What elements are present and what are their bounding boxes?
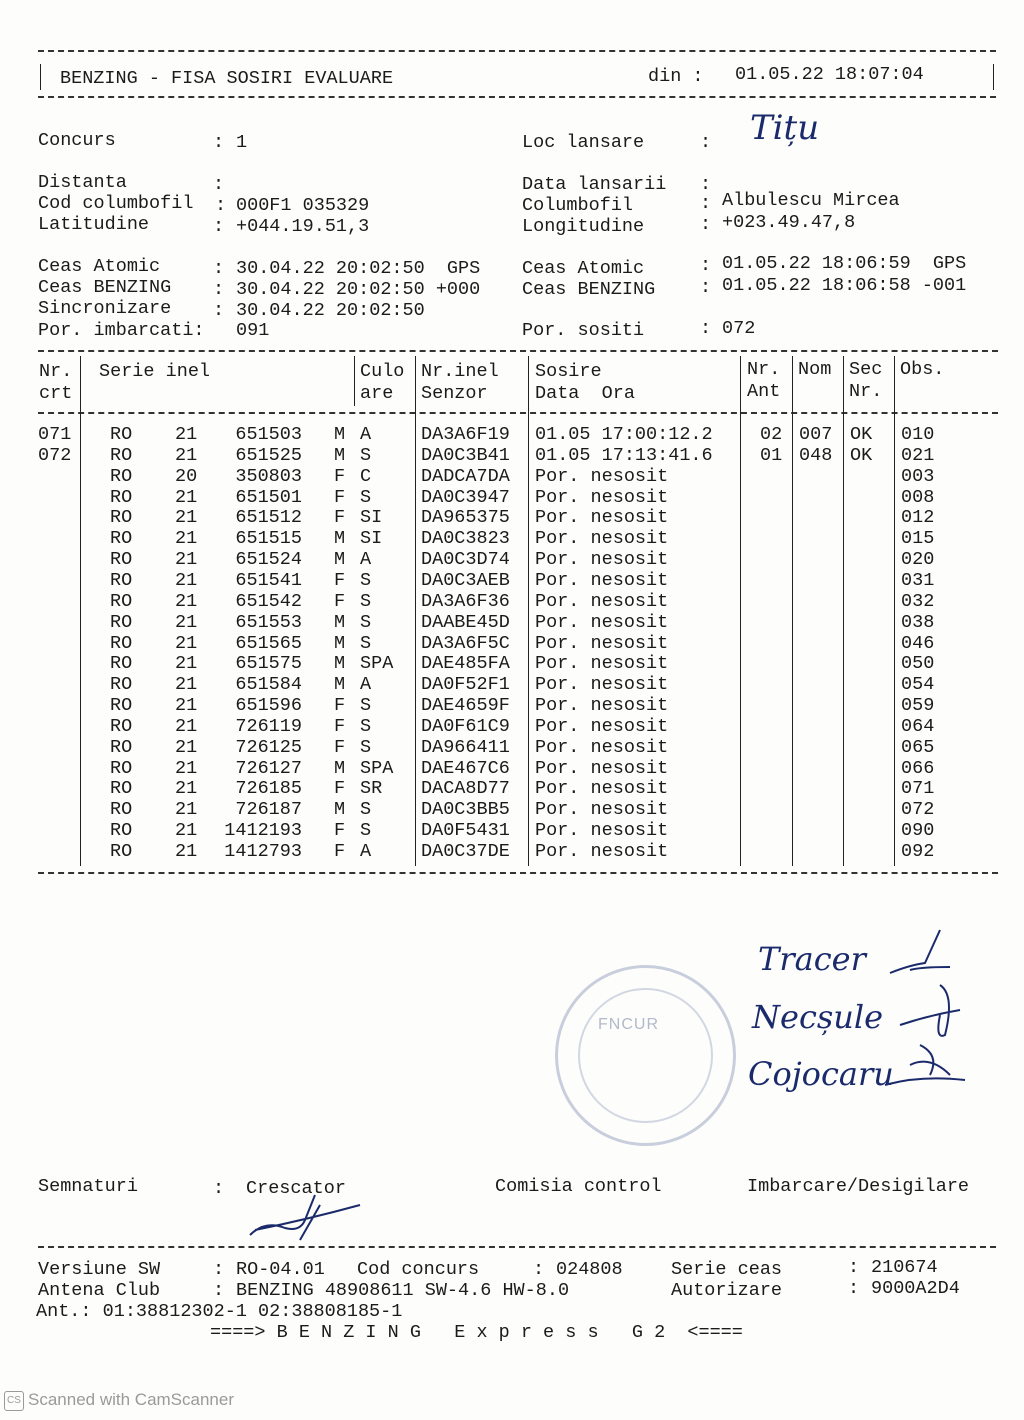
cell-sosire: Por. nesosit [535, 465, 669, 487]
cell-sex: M [334, 653, 346, 675]
camscanner-label: Scanned with CamScanner [28, 1390, 235, 1409]
cell-cul: S [360, 715, 372, 737]
cell-senzor: DA0F5431 [421, 820, 510, 842]
cell-sosire: Por. nesosit [535, 757, 669, 779]
loc-lansare-colon: : [700, 132, 712, 153]
cell-sosire: Por. nesosit [535, 569, 669, 591]
cell-senzor: DA3A6F5C [421, 632, 510, 654]
cell-cul: S [360, 444, 372, 466]
cell-sex: M [334, 632, 346, 654]
cell-tara: RO [110, 549, 133, 571]
latitudine-value: +044.19.51,3 [236, 216, 370, 237]
cell-senzor: DA965375 [421, 507, 510, 529]
cell-tara: RO [110, 715, 133, 737]
sincronizare-label: Sincronizare [38, 298, 172, 319]
columbofil-value: Albulescu Mircea [722, 190, 900, 211]
cell-nr: 651512 [235, 507, 302, 529]
cell-sex: F [334, 841, 346, 862]
cell-sosire: Por. nesosit [535, 611, 669, 633]
cell-senzor: DA0C3823 [421, 528, 510, 550]
cell-cul: S [360, 611, 372, 633]
cell-tara: RO [110, 569, 133, 591]
cell-sosire: Por. nesosit [535, 674, 669, 696]
header-serie-inel: Serie inel [99, 361, 211, 382]
benzing-express-banner: ====> B E N Z I N G E x p r e s s G 2 <==== [210, 1322, 743, 1343]
sincronizare-colon: : [213, 300, 225, 321]
table-row [0, 507, 1024, 528]
ceas-atomic-left-value: 30.04.22 20:02:50 GPS [236, 258, 481, 279]
cell-cul: A [360, 549, 372, 571]
cell-senzor: DA0C3AEB [421, 569, 510, 591]
cell-senzor: DAE485FA [421, 653, 510, 675]
serie-ceas-colon: : [848, 1257, 860, 1278]
cell-senzor: DA0C3B41 [421, 444, 510, 466]
cell-sosire: Por. nesosit [535, 632, 669, 654]
cell-nr: 726187 [235, 799, 302, 821]
header-senzor: Senzor [421, 383, 488, 404]
table-row [0, 799, 1024, 820]
ceas-atomic-left-colon: : [213, 258, 225, 279]
cell-senzor: DA0C3BB5 [421, 799, 510, 821]
cell-nr: 651542 [235, 590, 302, 612]
table-row [0, 591, 1024, 612]
cell-ant: 02 [760, 424, 783, 445]
cell-tara: RO [110, 424, 133, 445]
table-row [0, 570, 1024, 591]
cell-tara: RO [110, 778, 133, 800]
cell-nr: 726119 [235, 715, 302, 737]
cell-obs: 092 [901, 841, 935, 862]
concurs-colon: : [213, 132, 225, 153]
header-nr-inel: Nr.inel [421, 361, 499, 382]
versiune-sw-value: RO-04.01 [236, 1259, 325, 1280]
cell-an: 21 [175, 841, 198, 862]
cell-nr: 726125 [235, 736, 302, 758]
cell-cul: A [360, 674, 372, 696]
cell-sex: F [334, 695, 346, 717]
cod-columbofil-colon: : [215, 195, 227, 216]
cell-senzor: DAE4659F [421, 695, 510, 717]
cell-an: 20 [175, 465, 198, 487]
cell-tara: RO [110, 465, 133, 487]
concurs-value: 1 [236, 132, 248, 153]
cell-cul: S [360, 799, 372, 821]
cell-obs: 031 [901, 569, 935, 591]
cell-an: 21 [175, 736, 198, 758]
ceas-benzing-left-value: 30.04.22 20:02:50 +000 [236, 279, 481, 300]
table-row [0, 466, 1024, 487]
cell-nr: 350803 [235, 465, 302, 487]
table-row [0, 820, 1024, 841]
cell-obs: 065 [901, 736, 935, 758]
header-nom: Nom [798, 359, 832, 380]
ceas-atomic-right-colon: : [700, 255, 712, 276]
cell-nr: 651501 [235, 486, 302, 508]
longitudine-colon: : [700, 214, 712, 235]
cell-sosire: Por. nesosit [535, 799, 669, 821]
cell-sex: M [334, 611, 346, 633]
cell-cul: S [360, 486, 372, 508]
cell-nr: 651541 [235, 569, 302, 591]
club-stamp-inner-ring [578, 988, 713, 1123]
versiune-sw-colon: : [213, 1259, 225, 1280]
cell-senzor: DA0C3947 [421, 486, 510, 508]
cell-tara: RO [110, 528, 133, 550]
antena-club-value: BENZING 48908611 SW-4.6 HW-8.0 [236, 1280, 570, 1301]
cell-senzor: DA0F52F1 [421, 674, 510, 696]
cell-sex: F [334, 736, 346, 758]
header-nr-ant-2: Ant [747, 381, 781, 402]
cell-an: 21 [175, 799, 198, 821]
cell-sex: M [334, 799, 346, 821]
cell-crt: 071 [38, 424, 72, 445]
cell-cul: S [360, 736, 372, 758]
semnaturi-colon: : [213, 1178, 225, 1199]
cell-crt: 072 [38, 444, 72, 466]
cell-sec: OK [850, 444, 873, 466]
crescator-label: Crescator [246, 1178, 346, 1199]
cell-nr: 651565 [235, 632, 302, 654]
cell-obs: 046 [901, 632, 935, 654]
por-imbarcati-label: Por. imbarcati: [38, 320, 205, 341]
cell-obs: 059 [901, 695, 935, 717]
cell-cul: SI [360, 507, 383, 529]
cell-senzor: DA3A6F36 [421, 590, 510, 612]
cell-cul: S [360, 590, 372, 612]
cell-sosire: Por. nesosit [535, 549, 669, 571]
latitudine-label: Latitudine [38, 214, 150, 235]
cell-nr: 651575 [235, 653, 302, 675]
cell-tara: RO [110, 507, 133, 529]
cell-an: 21 [175, 569, 198, 591]
table-row [0, 841, 1024, 862]
cell-an: 21 [175, 820, 198, 842]
header-sec-1: Sec [849, 359, 883, 380]
cell-an: 21 [175, 528, 198, 550]
antena-club-label: Antena Club [38, 1280, 161, 1301]
cell-sosire: Por. nesosit [535, 778, 669, 800]
cell-senzor: DAABE45D [421, 611, 510, 633]
concurs-label: Concurs [38, 130, 116, 151]
cell-an: 21 [175, 674, 198, 696]
cell-tara: RO [110, 444, 133, 466]
table-row [0, 633, 1024, 654]
serie-ceas-label: Serie ceas [671, 1259, 783, 1280]
cell-ant: 01 [760, 444, 783, 466]
document-title: BENZING - FISA SOSIRI EVALUARE [60, 68, 394, 89]
cell-obs: 021 [901, 444, 935, 466]
autorizare-colon: : [848, 1278, 860, 1299]
cell-sex: M [334, 424, 346, 445]
cell-tara: RO [110, 632, 133, 654]
comisia-control-label: Comisia control [495, 1176, 662, 1197]
cell-sex: F [334, 778, 346, 800]
cell-cul: S [360, 820, 372, 842]
cell-tara: RO [110, 653, 133, 675]
serie-ceas-value: 210674 [871, 1257, 938, 1278]
header-left-border [40, 64, 41, 90]
versiune-sw-label: Versiune SW [38, 1259, 161, 1280]
cell-an: 21 [175, 424, 198, 445]
por-sositi-value: 072 [722, 318, 756, 339]
cell-sex: F [334, 569, 346, 591]
camscanner-icon: CS [4, 1391, 24, 1411]
table-row [0, 549, 1024, 570]
cell-obs: 066 [901, 757, 935, 779]
cell-tara: RO [110, 674, 133, 696]
cell-sosire: Por. nesosit [535, 653, 669, 675]
cell-obs: 012 [901, 507, 935, 529]
footer-border [38, 1246, 996, 1248]
cell-obs: 003 [901, 465, 935, 487]
ceas-benzing-right-colon: : [700, 277, 712, 298]
cell-nr: 651525 [235, 444, 302, 466]
cell-sosire: Por. nesosit [535, 590, 669, 612]
ceas-atomic-left-label: Ceas Atomic [38, 256, 161, 277]
cell-nr: 651524 [235, 549, 302, 571]
cod-concurs-colon: : [533, 1259, 545, 1280]
cell-obs: 010 [901, 424, 935, 445]
cell-obs: 050 [901, 653, 935, 675]
cell-tara: RO [110, 820, 133, 842]
ceas-benzing-left-colon: : [213, 279, 225, 300]
latitudine-colon: : [213, 216, 225, 237]
cell-senzor: DA0C3D74 [421, 549, 510, 571]
cell-tara: RO [110, 611, 133, 633]
cell-nom: 048 [799, 444, 833, 466]
cell-tara: RO [110, 486, 133, 508]
cell-nr: 651553 [235, 611, 302, 633]
cell-tara: RO [110, 757, 133, 779]
antena-club-colon: : [213, 1280, 225, 1301]
cell-sosire: 01.05 17:00:12.2 [535, 424, 713, 445]
table-row [0, 674, 1024, 695]
cell-an: 21 [175, 778, 198, 800]
club-stamp [555, 965, 736, 1146]
longitudine-value: +023.49.47,8 [722, 212, 856, 233]
cell-cul: S [360, 695, 372, 717]
cell-sex: F [334, 590, 346, 612]
table-header-border [38, 412, 998, 414]
header-nr-ant-1: Nr. [747, 359, 781, 380]
data-lansarii-colon: : [700, 174, 712, 195]
club-stamp-text: FNCUR [598, 1016, 659, 1033]
antenna-codes: Ant.: 01:38812302-1 02:38808185-1 [36, 1301, 403, 1322]
cell-sex: F [334, 465, 346, 487]
header-sec-2: Nr. [849, 381, 883, 402]
header-nr-crt-1: Nr. [39, 361, 73, 382]
longitudine-label: Longitudine [522, 216, 645, 237]
autorizare-label: Autorizare [671, 1280, 783, 1301]
sincronizare-value: 30.04.22 20:02:50 [236, 300, 425, 321]
cell-sex: M [334, 757, 346, 779]
cell-senzor: DA0C37DE [421, 841, 510, 862]
header-sosire: Sosire [535, 361, 602, 382]
handwritten-name-2: Necșule [752, 998, 884, 1036]
cell-cul: SR [360, 778, 383, 800]
cell-sosire: Por. nesosit [535, 695, 669, 717]
table-row [0, 695, 1024, 716]
table-row [0, 487, 1024, 508]
por-imbarcati-value: 091 [236, 320, 270, 341]
columbofil-colon: : [700, 193, 712, 214]
crescator-signature [245, 1190, 370, 1250]
header-nr-crt-2: crt [39, 383, 73, 404]
cell-sec: OK [850, 424, 873, 445]
cell-nr: 651515 [235, 528, 302, 550]
autorizare-value: 9000A2D4 [871, 1278, 960, 1299]
ceas-atomic-right-value: 01.05.22 18:06:59 GPS [722, 253, 967, 274]
cell-obs: 054 [901, 674, 935, 696]
cell-obs: 064 [901, 715, 935, 737]
cod-columbofil-value: 000F1 035329 [236, 195, 370, 216]
por-sositi-label: Por. sositi [522, 320, 645, 341]
cell-cul: SPA [360, 757, 394, 779]
cell-sosire: Por. nesosit [535, 820, 669, 842]
cell-sex: F [334, 507, 346, 529]
cell-cul: S [360, 632, 372, 654]
cell-an: 21 [175, 715, 198, 737]
cell-senzor: DACA8D77 [421, 778, 510, 800]
cell-obs: 032 [901, 590, 935, 612]
ceas-benzing-right-value: 01.05.22 18:06:58 -001 [722, 275, 967, 296]
cell-sex: F [334, 486, 346, 508]
table-row [0, 612, 1024, 633]
handwritten-name-1: Tracer [758, 940, 866, 978]
cell-sex: M [334, 444, 346, 466]
din-label: din : [648, 66, 704, 87]
cell-senzor: DA3A6F19 [421, 424, 510, 445]
cell-cul: SI [360, 528, 383, 550]
table-row [0, 445, 1024, 466]
header-top-border [38, 50, 996, 52]
cell-an: 21 [175, 611, 198, 633]
cell-nr: 651503 [235, 424, 302, 445]
cell-an: 21 [175, 757, 198, 779]
header-data-ora: Data Ora [535, 383, 635, 404]
header-bottom-border [38, 96, 996, 98]
cod-concurs-label: Cod concurs [357, 1259, 480, 1280]
cod-columbofil-label: Cod columbofil [38, 193, 194, 214]
cell-cul: A [360, 424, 372, 445]
cell-sex: F [334, 820, 346, 842]
cell-tara: RO [110, 590, 133, 612]
cell-nr: 651596 [235, 695, 302, 717]
din-value: 01.05.22 18:07:04 [735, 64, 924, 85]
cell-cul: A [360, 841, 372, 862]
table-row [0, 737, 1024, 758]
por-sositi-colon: : [700, 318, 712, 339]
header-obs: Obs. [900, 359, 945, 380]
cell-obs: 020 [901, 549, 935, 571]
cell-sosire: Por. nesosit [535, 715, 669, 737]
cell-an: 21 [175, 653, 198, 675]
cell-nr: 726185 [235, 778, 302, 800]
cell-sosire: 01.05 17:13:41.6 [535, 444, 713, 466]
cell-an: 21 [175, 549, 198, 571]
cell-an: 21 [175, 444, 198, 466]
handwritten-signatures [880, 925, 970, 1095]
table-row [0, 528, 1024, 549]
table-top-border [38, 350, 998, 352]
header-culoare-1: Culo [360, 361, 405, 382]
cell-sex: M [334, 528, 346, 550]
table-bottom-border [38, 872, 998, 874]
cell-obs: 090 [901, 820, 935, 842]
cell-tara: RO [110, 841, 133, 862]
cell-an: 21 [175, 507, 198, 529]
columbofil-label: Columbofil [522, 195, 634, 216]
cell-sex: M [334, 549, 346, 571]
handwritten-name-3: Cojocaru [748, 1055, 894, 1093]
cell-cul: C [360, 465, 372, 487]
col-sep-2-header [354, 356, 355, 406]
cell-nr: 1412193 [224, 820, 302, 842]
cell-sosire: Por. nesosit [535, 736, 669, 758]
cell-an: 21 [175, 695, 198, 717]
header-right-border [993, 64, 994, 90]
cell-sex: F [334, 715, 346, 737]
cell-nr: 651584 [235, 674, 302, 696]
cell-senzor: DADCA7DA [421, 465, 510, 487]
cell-obs: 072 [901, 799, 935, 821]
cell-obs: 038 [901, 611, 935, 633]
distanta-colon: : [213, 174, 225, 195]
cod-concurs-value: 024808 [556, 1259, 623, 1280]
cell-tara: RO [110, 695, 133, 717]
cell-nom: 007 [799, 424, 833, 445]
cell-tara: RO [110, 799, 133, 821]
cell-an: 21 [175, 632, 198, 654]
cell-obs: 008 [901, 486, 935, 508]
loc-lansare-value: Tițu [750, 108, 820, 148]
cell-cul: S [360, 569, 372, 591]
cell-senzor: DAE467C6 [421, 757, 510, 779]
cell-sosire: Por. nesosit [535, 528, 669, 550]
cell-senzor: DA0F61C9 [421, 715, 510, 737]
header-culoare-2: are [360, 383, 394, 404]
cell-obs: 015 [901, 528, 935, 550]
cell-nr: 726127 [235, 757, 302, 779]
cell-senzor: DA966411 [421, 736, 510, 758]
ceas-benzing-left-label: Ceas BENZING [38, 277, 172, 298]
cell-an: 21 [175, 590, 198, 612]
table-row [0, 778, 1024, 799]
cell-sosire: Por. nesosit [535, 486, 669, 508]
cell-sex: M [334, 674, 346, 696]
table-row [0, 716, 1024, 737]
loc-lansare-label: Loc lansare [522, 132, 645, 153]
camscanner-watermark [4, 1390, 234, 1411]
semnaturi-label: Semnaturi [38, 1176, 138, 1197]
ceas-benzing-right-label: Ceas BENZING [522, 279, 656, 300]
cell-sosire: Por. nesosit [535, 507, 669, 529]
cell-obs: 071 [901, 778, 935, 800]
distanta-label: Distanta [38, 172, 127, 193]
table-row [0, 424, 1024, 445]
imbarcare-desigilare-label: Imbarcare/Desigilare [747, 1176, 970, 1197]
cell-an: 21 [175, 486, 198, 508]
cell-nr: 1412793 [224, 841, 302, 862]
cell-sosire: Por. nesosit [535, 841, 669, 862]
ceas-atomic-right-label: Ceas Atomic [522, 258, 645, 279]
table-row [0, 758, 1024, 779]
table-row [0, 653, 1024, 674]
cell-cul: SPA [360, 653, 394, 675]
cell-tara: RO [110, 736, 133, 758]
data-lansarii-label: Data lansarii [522, 174, 667, 195]
